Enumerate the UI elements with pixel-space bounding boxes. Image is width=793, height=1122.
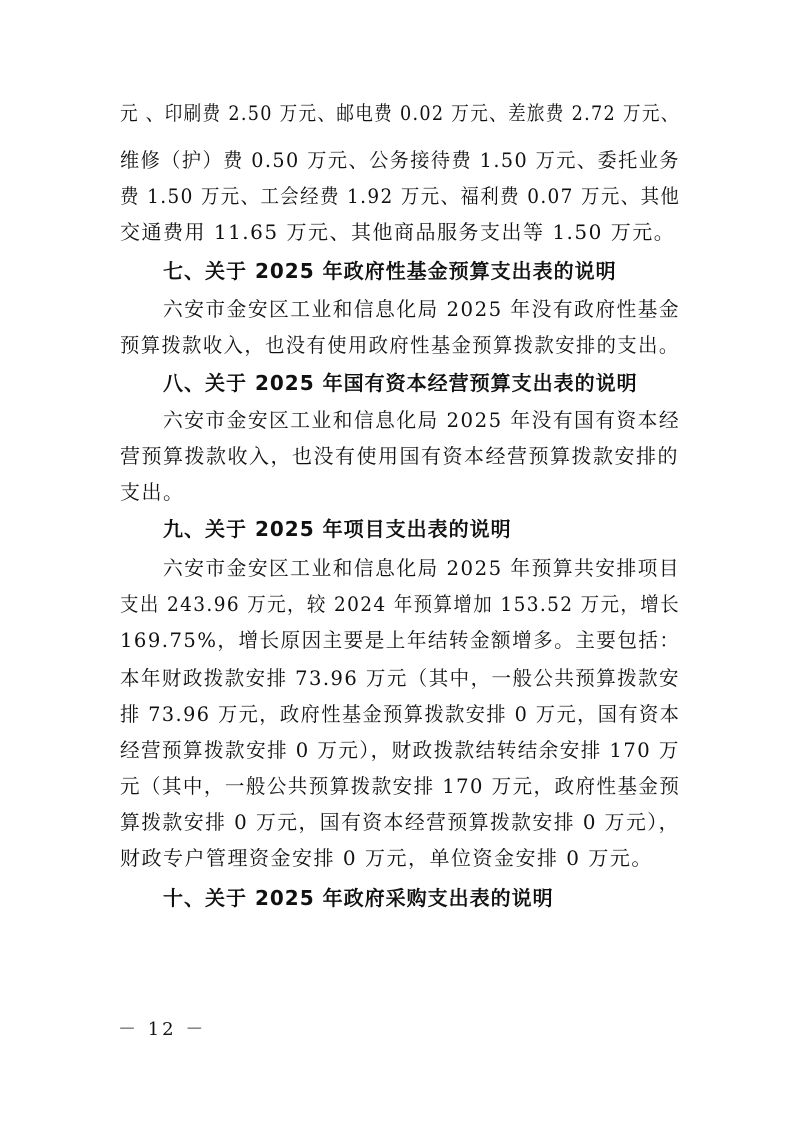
body-line: 费 1.50 万元、工会经费 1.92 万元、福利费 0.07 万元、其他 [120,184,681,208]
body-line: 维修（护）费 0.50 万元、公务接待费 1.50 万元、委托业务 [120,148,680,172]
section-heading-7: 七、关于 2025 年政府性基金预算支出表的说明 [163,259,617,283]
body-line: 财政专户管理资金安排 0 万元，单位资金安排 0 万元。 [120,846,653,870]
body-line: 六安市金安区工业和信息化局 2025 年没有政府性基金 [163,297,681,321]
body-line: 支出。 [120,480,185,504]
section-heading-8: 八、关于 2025 年国有资本经营预算支出表的说明 [163,371,638,395]
body-line: 支出 243.96 万元，较 2024 年预算增加 153.52 万元，增长 [120,592,681,616]
section-heading-10: 十、关于 2025 年政府采购支出表的说明 [163,886,554,910]
body-line: 本年财政拨款安排 73.96 万元（其中，一般公共预算拨款安 [120,666,680,690]
body-line: 交通费用 11.65 万元、其他商品服务支出等 1.50 万元。 [120,220,676,244]
body-line: 算拨款安排 0 万元，国有资本经营预算拨款安排 0 万元）， [120,810,680,834]
body-line: 经营预算拨款安排 0 万元），财政拨款结转结余安排 170 万 [120,738,680,762]
body-line: 排 73.96 万元，政府性基金预算拨款安排 0 万元，国有资本 [120,702,681,726]
body-line: 元 、印刷费 2.50 万元、邮电费 0.02 万元、差旅费 2.72 万元、 [120,101,680,125]
body-line: 169.75%，增长原因主要是上年结转金额增多。主要包括： [120,628,681,652]
section-heading-9: 九、关于 2025 年项目支出表的说明 [163,517,512,541]
body-line: 营预算拨款收入，也没有使用国有资本经营预算拨款安排的 [120,444,679,468]
body-line: 六安市金安区工业和信息化局 2025 年预算共安排项目 [163,556,681,580]
body-line: 预算拨款收入，也没有使用政府性基金预算拨款安排的支出。 [120,333,680,357]
body-line: 六安市金安区工业和信息化局 2025 年没有国有资本经 [163,408,681,432]
page-number: － 12 － [118,1019,207,1040]
body-line: 元（其中，一般公共预算拨款安排 170 万元，政府性基金预 [120,774,681,798]
